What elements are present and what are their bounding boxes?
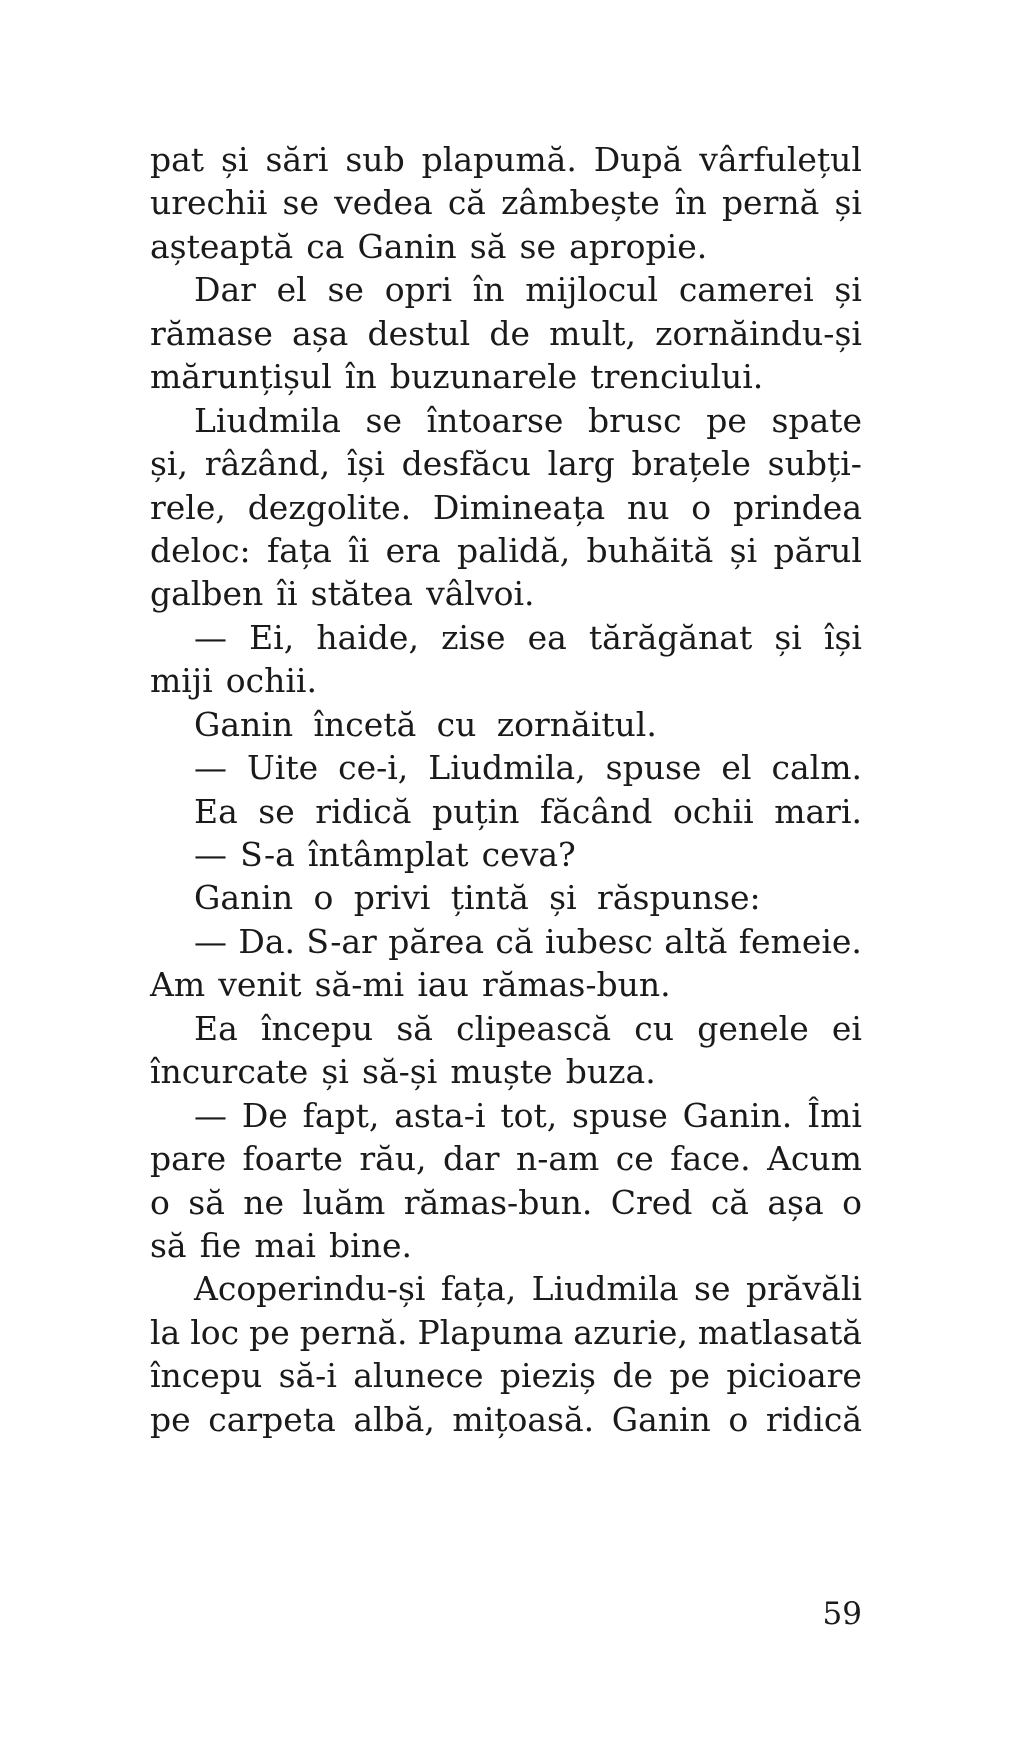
word: pieziș	[499, 1356, 596, 1396]
word: tărăgănat	[588, 617, 753, 657]
word: calm.	[771, 748, 862, 788]
word: —	[194, 617, 227, 657]
word: și	[729, 530, 758, 570]
word: fața	[267, 530, 332, 570]
word: ridică	[765, 1399, 862, 1439]
text-line	[150, 442, 862, 485]
word: —	[194, 1095, 227, 1135]
text-line: Ganin încetă cu zornăitul.	[194, 704, 657, 744]
text-line	[150, 529, 862, 572]
word: pe	[706, 400, 747, 440]
text-line	[150, 920, 862, 963]
word: desfăcu	[401, 444, 531, 484]
text-line	[150, 1007, 862, 1050]
word: larg	[547, 444, 615, 484]
text-line	[150, 1267, 862, 1310]
text-line	[150, 138, 862, 181]
word: Uite	[246, 748, 319, 788]
word: o	[842, 1182, 862, 1222]
word: Da.	[238, 921, 296, 961]
word: palidă,	[456, 530, 571, 570]
word: Dar	[194, 270, 256, 310]
word: dar	[442, 1139, 500, 1179]
paragraph	[150, 746, 862, 789]
word: puțin	[432, 791, 520, 831]
text-line	[150, 1398, 862, 1441]
word: camerei	[678, 270, 814, 310]
word: Liudmila,	[428, 748, 586, 788]
text-line: galben îi stătea vâlvoi.	[150, 574, 535, 614]
word: se	[327, 270, 364, 310]
text-line: încurcate și să-și muște buza.	[150, 1052, 656, 1092]
paragraph	[150, 616, 862, 703]
word: matlasată	[697, 1312, 862, 1352]
word: carpeta	[208, 1399, 336, 1439]
word: în	[472, 270, 505, 310]
word: urechii	[150, 183, 268, 223]
word: nu	[626, 487, 670, 527]
word: S-ar	[306, 921, 377, 961]
word: Îmi	[807, 1095, 862, 1135]
word: întoarse	[426, 400, 564, 440]
word: ei	[831, 1008, 862, 1048]
word: mițoasă.	[452, 1399, 595, 1439]
word: brațele	[631, 444, 751, 484]
word: că	[710, 1182, 749, 1222]
word: să	[396, 1008, 433, 1048]
text-line	[150, 312, 862, 355]
word: prăvăli	[745, 1269, 862, 1309]
word: prindea	[732, 487, 862, 527]
word: zâmbește	[501, 183, 660, 223]
word: făcând	[539, 791, 653, 831]
word: rămase	[150, 313, 273, 353]
word: începu	[260, 1008, 374, 1048]
paragraph	[150, 268, 862, 398]
word: spuse	[605, 748, 702, 788]
word: și	[774, 617, 802, 657]
word: la	[150, 1312, 181, 1352]
word: Ei,	[249, 617, 295, 657]
text-line	[150, 790, 862, 833]
word: subți-	[767, 444, 862, 484]
word: în	[674, 183, 707, 223]
word: Cred	[610, 1182, 693, 1222]
text-line	[150, 616, 862, 659]
word: deloc:	[150, 530, 251, 570]
paragraph	[150, 876, 862, 919]
text-line	[150, 486, 862, 529]
paragraph	[150, 703, 862, 746]
text-line	[150, 1137, 862, 1180]
word: și	[834, 183, 862, 223]
word: ochii	[672, 791, 754, 831]
word: Liudmila	[194, 400, 341, 440]
word: își	[823, 617, 862, 657]
word: părea	[388, 921, 484, 961]
word: foarte	[242, 1139, 343, 1179]
word: mari.	[774, 791, 862, 831]
word: și,	[150, 444, 188, 484]
word: genele	[697, 1008, 809, 1048]
word: o	[728, 1399, 749, 1439]
word: pat	[150, 140, 205, 179]
paragraph	[150, 399, 862, 616]
word: pe	[150, 1399, 191, 1439]
word: părul	[773, 530, 862, 570]
word: să-i	[278, 1356, 337, 1396]
word: ea	[527, 617, 567, 657]
word: opri	[384, 270, 453, 310]
word: își	[346, 444, 385, 484]
text-line: să fie mai bine.	[150, 1225, 413, 1265]
word: rămas-bun.	[403, 1182, 593, 1222]
word: —	[194, 748, 227, 788]
word: așa	[767, 1182, 824, 1222]
word: îi	[348, 530, 370, 570]
paragraph	[150, 1007, 862, 1094]
word: se	[282, 183, 320, 223]
word: ce-i,	[338, 748, 409, 788]
word: Ea	[194, 791, 238, 831]
word: —	[194, 921, 227, 961]
word: fapt,	[302, 1095, 380, 1135]
word: mijlocul	[525, 270, 659, 310]
word: femeie.	[738, 921, 862, 961]
text-line	[150, 1181, 862, 1224]
text-line	[150, 1094, 862, 1137]
word: vârfulețul	[699, 140, 862, 179]
text-line: așteaptă ca Ganin să se apropie.	[150, 226, 708, 266]
word: ridică	[315, 791, 412, 831]
word: Ganin.	[682, 1095, 793, 1135]
text-line	[150, 746, 862, 789]
paragraph	[150, 138, 862, 268]
word: alunece	[353, 1356, 484, 1396]
paragraph	[150, 920, 862, 1007]
word: de	[612, 1356, 653, 1396]
word: că	[495, 921, 534, 961]
word: plapumă.	[421, 140, 577, 179]
word: pe	[669, 1356, 711, 1396]
word: ne	[243, 1182, 285, 1222]
word: el	[276, 270, 307, 310]
word: fața,	[440, 1269, 517, 1309]
word: rău,	[359, 1139, 427, 1179]
word: sub	[345, 140, 405, 179]
word: zise	[441, 617, 506, 657]
word: o	[150, 1182, 170, 1222]
word: luăm	[302, 1182, 386, 1222]
text-line: Ganin o privi țintă și răspunse:	[194, 878, 761, 918]
word: face.	[670, 1139, 751, 1179]
word: cu	[634, 1008, 675, 1048]
word: râzând,	[204, 444, 331, 484]
word: pernă	[721, 183, 820, 223]
word: haide,	[316, 617, 419, 657]
word: azurie,	[573, 1312, 688, 1352]
word: și	[221, 140, 249, 179]
word: Ea	[194, 1008, 238, 1048]
word: să	[188, 1182, 225, 1222]
text-line	[150, 399, 862, 442]
word: o	[691, 487, 712, 527]
paragraph	[150, 790, 862, 833]
word: ce	[615, 1139, 654, 1179]
word: Plapuma	[417, 1312, 564, 1352]
word: asta-i	[394, 1095, 486, 1135]
paragraph	[150, 1267, 862, 1441]
word: dezgolite.	[247, 487, 412, 527]
text-line: miji ochii.	[150, 661, 317, 701]
word: tot,	[500, 1095, 558, 1135]
text-line: Am venit să-mi iau rămas-bun.	[150, 965, 671, 1005]
word: pe	[249, 1312, 290, 1352]
page-number: 59	[822, 1596, 862, 1632]
word: era	[385, 530, 441, 570]
word: loc	[190, 1312, 240, 1352]
text-line: mărunțișul în buzunarele trenciului.	[150, 357, 764, 397]
word: albă,	[353, 1399, 435, 1439]
word: Acoperindu-și	[194, 1269, 426, 1309]
word: n-am	[515, 1139, 600, 1179]
word: Liudmila	[531, 1269, 679, 1309]
word: vedea	[334, 183, 433, 223]
word: mult,	[549, 313, 636, 353]
word: Acum	[767, 1139, 862, 1179]
word: așa	[292, 313, 349, 353]
text-line: — S-a întâmplat ceva?	[194, 835, 576, 874]
word: Ganin	[611, 1399, 711, 1439]
word: zornăindu-și	[655, 313, 862, 353]
word: că	[447, 183, 486, 223]
paragraph	[150, 833, 862, 876]
word: se	[694, 1269, 731, 1309]
word: De	[241, 1095, 288, 1135]
word: spate	[771, 400, 862, 440]
text-line	[150, 1311, 862, 1354]
word: pernă.	[299, 1312, 408, 1352]
text-line	[150, 181, 862, 224]
word: pare	[150, 1139, 227, 1179]
word: spuse	[572, 1095, 668, 1135]
paragraph	[150, 1094, 862, 1268]
word: După	[593, 140, 683, 179]
text-block	[150, 138, 862, 1441]
word: rele,	[150, 487, 226, 527]
word: picioare	[726, 1356, 862, 1396]
word: Dimineața	[432, 487, 606, 527]
text-line	[150, 268, 862, 311]
text-line	[150, 1354, 862, 1397]
word: și	[834, 270, 862, 310]
word: clipească	[456, 1008, 612, 1048]
word: altă	[664, 921, 728, 961]
word: brusc	[588, 400, 682, 440]
word: buhăită	[586, 530, 714, 570]
word: de	[489, 313, 530, 353]
word: se	[258, 791, 295, 831]
word: el	[721, 748, 752, 788]
word: iubesc	[544, 921, 653, 961]
word: sări	[265, 140, 329, 179]
word: începu	[150, 1356, 263, 1396]
word: se	[365, 400, 402, 440]
word: destul	[367, 313, 471, 353]
